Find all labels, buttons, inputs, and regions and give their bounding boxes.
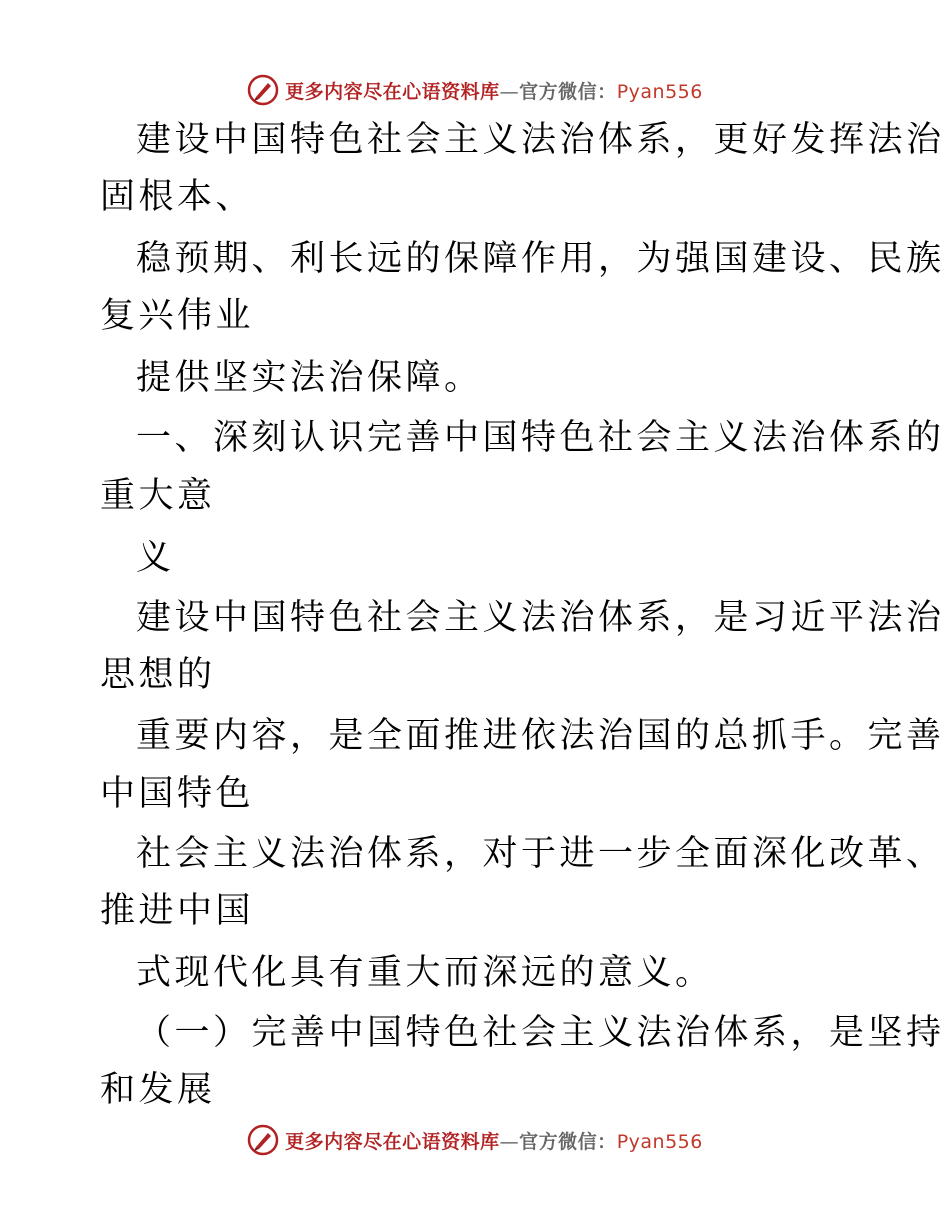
body-line: 复兴伟业	[100, 296, 255, 336]
body-line: 稳预期、利长远的保障作用，为强国建设、民族	[136, 239, 945, 279]
subsection-heading: （一）完善中国特色社会主义法治体系，是坚持	[136, 1013, 945, 1053]
footer-text	[285, 1127, 703, 1154]
section-heading: 一、深刻认识完善中国特色社会主义法治体系的	[136, 418, 945, 458]
section-heading-cont: 义	[136, 538, 175, 578]
pen-logo-icon	[247, 74, 279, 106]
body-line: 重要内容，是全面推进依法治国的总抓手。完善	[136, 716, 945, 756]
body-line: 思想的	[100, 655, 216, 695]
header-official-label: 官方微信：	[519, 80, 617, 103]
subsection-heading-cont: 和发展	[100, 1070, 216, 1110]
footer-site-name: 更多内容尽在心语资料库	[285, 1130, 500, 1153]
body-line: 固根本、	[100, 177, 255, 217]
section-heading-cont: 重大意	[100, 476, 216, 516]
body-line: 建设中国特色社会主义法治体系，是习近平法治	[136, 598, 945, 638]
body-line: 建设中国特色社会主义法治体系，更好发挥法治	[136, 120, 945, 160]
body-line: 推进中国	[100, 891, 255, 931]
header-banner	[0, 70, 950, 110]
body-line: 提供坚实法治保障。	[136, 358, 483, 398]
body-line: 中国特色	[100, 774, 255, 814]
footer-dash: —	[499, 1130, 520, 1153]
footer-official-label: 官方微信：	[519, 1130, 617, 1153]
header-text	[285, 77, 703, 104]
pen-logo-icon	[247, 1124, 279, 1156]
header-dash: —	[499, 80, 520, 103]
footer-banner	[0, 1120, 950, 1160]
footer-wechat-id: Pyan556	[616, 1130, 703, 1153]
header-site-name: 更多内容尽在心语资料库	[285, 80, 500, 103]
body-line: 式现代化具有重大而深远的意义。	[136, 953, 714, 993]
header-wechat-id: Pyan556	[616, 80, 703, 103]
body-line: 社会主义法治体系，对于进一步全面深化改革、	[136, 834, 945, 874]
